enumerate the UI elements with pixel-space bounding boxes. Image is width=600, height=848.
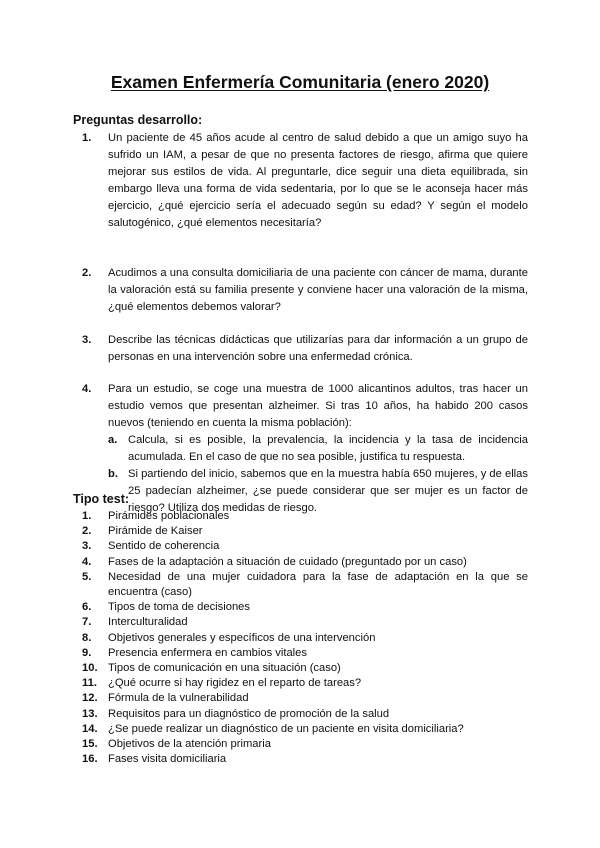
test-item-text: Interculturalidad [108, 616, 188, 629]
test-item-number: 11. [82, 677, 97, 690]
sub-question-text: Calcula, si es posible, la prevalencia, la incidencia y la tasa de incidencia acumulada. En el caso de que no sea posible, justifica tu respuesta. [128, 434, 528, 463]
test-item [82, 661, 528, 676]
sub-question-list [108, 432, 528, 517]
test-item [82, 752, 528, 767]
test-item [82, 555, 528, 570]
development-question [82, 130, 528, 232]
test-item-text: Requisitos para un diagnóstico de promoción de la salud [108, 707, 390, 720]
test-item [82, 631, 528, 646]
question-text: Acudimos a una consulta domiciliaria de una paciente con cáncer de mama, durante la valoración está su familia presente y conviene hacer una valoración de la misma, ¿qué elementos debemos valorar? [108, 267, 528, 313]
test-item [82, 570, 528, 600]
test-item-number: 2. [82, 525, 92, 538]
test-item-text: Necesidad de una mujer cuidadora para la fase de adaptación en la que se encuentra (caso) [108, 570, 528, 599]
test-item [82, 722, 528, 737]
sub-question-letter: b. [108, 468, 118, 480]
test-item-text: Fases de la adaptación a situación de cuidado (preguntado por un caso) [108, 555, 467, 568]
test-item-text: Tipos de toma de decisiones [108, 601, 250, 614]
test-item-number: 14. [82, 722, 98, 735]
test-item-text: ¿Qué ocurre si hay rigidez en el reparto de tareas? [108, 677, 362, 690]
test-item [82, 691, 528, 706]
test-item-number: 7. [82, 616, 92, 629]
test-item-text: Fórmula de la vulnerabilidad [108, 692, 249, 705]
document-title: Examen Enfermería Comunitaria (enero 2020) [110, 72, 490, 92]
sub-question [108, 432, 528, 466]
test-item-text: ¿Se puede realizar un diagnóstico de un paciente en visita domiciliaria? [108, 722, 464, 735]
question-text: Un paciente de 45 años acude al centro de salud debido a que un amigo suyo ha sufrido un IAM, a pesar de que no presenta factores de riesgo, afirma que quiere mejorar sus estilos de vida. Al preguntarle, dice seguir una dieta equilibrada, sin embargo lleva una forma de vida sedentaria, por lo que se le aconseja hacer más ejercicio, ¿qué ejercicio sería el adecuado según su edad? Y según el modelo salutogénico, ¿qué elementos necesitaría? [108, 132, 528, 229]
test-item-text: Objetivos generales y específicos de una intervención [108, 631, 376, 644]
test-item [82, 676, 528, 691]
test-item-text: Objetivos de la atención primaria [108, 738, 271, 751]
sub-question-letter: a. [108, 434, 118, 446]
test-item [82, 539, 528, 554]
question-number: 1. [82, 132, 92, 144]
test-item [82, 600, 528, 615]
test-item-number: 15. [82, 738, 98, 751]
test-item-number: 8. [82, 631, 92, 644]
test-heading: Tipo test: [73, 492, 130, 506]
test-item-text: Pirámide de Kaiser [108, 525, 203, 538]
test-item-text: Fases visita domiciliaria [108, 753, 227, 766]
test-item-text: Presencia enfermera en cambios vitales [108, 646, 307, 659]
test-item-text: Tipos de comunicación en una situación (caso) [108, 662, 341, 675]
test-item-number: 13. [82, 707, 98, 720]
test-item [82, 615, 528, 630]
test-item [82, 646, 528, 661]
development-questions-list [82, 130, 528, 517]
test-item [82, 524, 528, 539]
test-item-text: Sentido de coherencia [108, 540, 220, 553]
test-item-number: 4. [82, 555, 92, 568]
test-item-number: 9. [82, 646, 92, 659]
test-item-number: 6. [82, 601, 92, 614]
test-item [82, 707, 528, 722]
test-item-number: 3. [82, 540, 92, 553]
question-number: 4. [82, 383, 92, 395]
test-item-text: Pirámides poblacionales [108, 510, 230, 522]
test-item-number: 5. [82, 570, 92, 583]
question-number: 3. [82, 334, 92, 346]
sub-question-text: Si partiendo del inicio, sabemos que en la muestra había 650 mujeres, y de ellas 25 padecían alzheimer, ¿se puede considerar que ser mujer es un factor de riesgo? Utiliza dos medidas de riesgo. [128, 468, 528, 514]
question-text: Describe las técnicas didácticas que utilizarías para dar información a un grupo de personas en una intervención sobre una enfermedad crónica. [108, 334, 528, 363]
development-heading: Preguntas desarrollo: [73, 113, 203, 127]
test-item-number: 12. [82, 692, 98, 705]
test-item [82, 737, 528, 752]
test-item-number: 16. [82, 753, 98, 766]
test-item-number: 10. [82, 662, 98, 675]
question-number: 2. [82, 267, 92, 279]
development-question [82, 381, 528, 517]
question-text: Para un estudio, se coge una muestra de 1000 alicantinos adultos, tras hacer un estudio vemos que presentan alzheimer. Si tras 10 años, ha habido 200 casos nuevos (teniendo en cuenta la misma población): [108, 383, 528, 429]
test-item-number: 1. [82, 510, 92, 522]
test-item [82, 509, 528, 524]
development-question [82, 332, 528, 366]
test-items-list [82, 509, 528, 767]
development-question [82, 265, 528, 316]
